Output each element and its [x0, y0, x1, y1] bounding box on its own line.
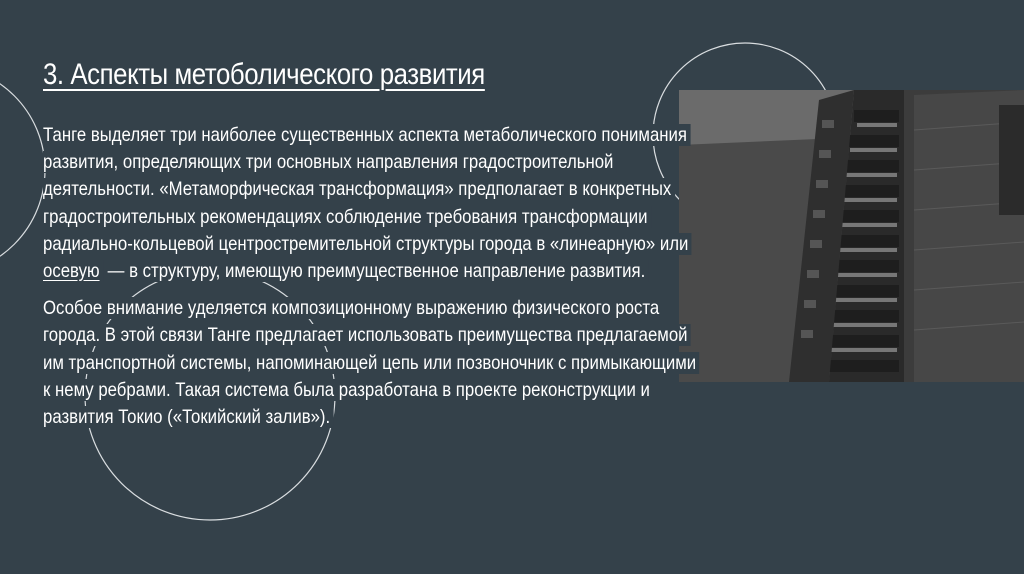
paragraph-2 — [43, 295, 791, 431]
paragraph-1 — [43, 122, 791, 285]
slide-title: 3. Аспекты метоболического развития — [43, 58, 485, 91]
text-line: развития, определяющих три основных направления градостроительной — [43, 149, 791, 176]
text-line: к нему ребрами. Такая система была разработана в проекте реконструкции и — [43, 377, 791, 404]
text-line: Особое внимание уделяется композиционному выражению физического роста — [43, 295, 791, 322]
text-line: деятельности. «Метаморфическая трансформация» предполагает в конкретных — [43, 176, 791, 203]
text-line: градостроительных рекомендациях соблюдение требования трансформации — [43, 204, 791, 231]
text-line: осевую — в структуру, имеющую преимущественное направление развития. — [43, 258, 791, 285]
text-line: Танге выделяет три наиболее существенных аспекта метаболического понимания — [43, 122, 791, 149]
text-line: развития Токио («Токийский залив»). — [43, 404, 791, 431]
decor-circle-left — [0, 65, 45, 275]
text-line: радиально-кольцевой центростремительной структуры города в «линеарную» или — [43, 231, 791, 258]
axial-link[interactable]: осевую — [43, 260, 103, 282]
text-line: им транспортной системы, напоминающей цепь или позвоночник с примыкающими — [43, 350, 791, 377]
text-line: города. В этой связи Танге предлагает использовать преимущества предлагаемой — [43, 322, 791, 349]
slide-body — [43, 122, 791, 441]
